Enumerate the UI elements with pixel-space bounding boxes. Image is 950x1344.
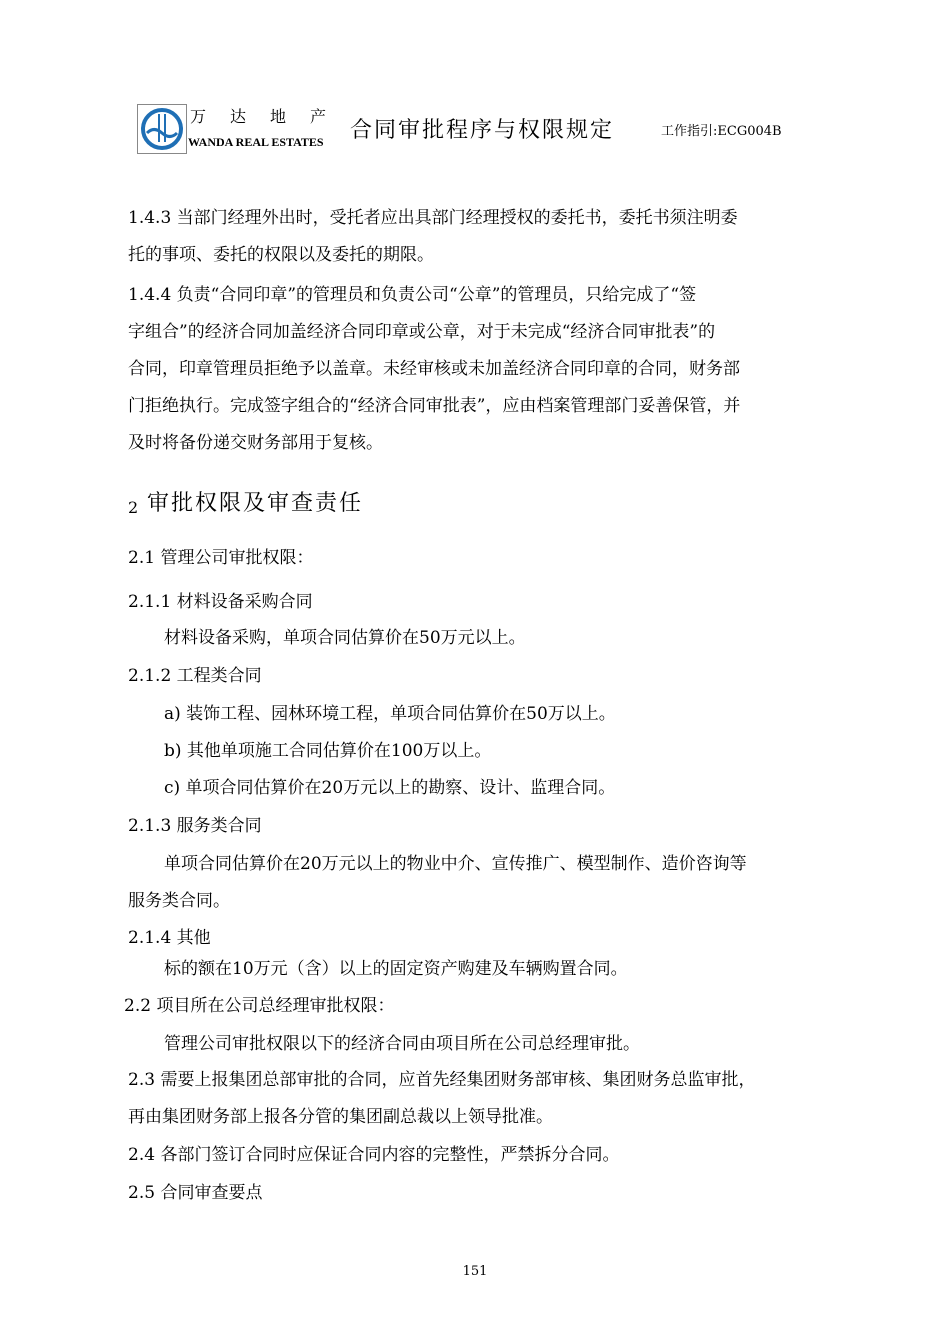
paragraph-line: 1.4.4 负责“合同印章”的管理员和负责公司“公章”的管理员，只给完成了“签 <box>128 285 697 305</box>
paragraph-line: 及时将备份递交财务部用于复核。 <box>128 433 383 453</box>
paragraph-line: 标的额在10万元（含）以上的固定资产购建及车辆购置合同。 <box>164 959 628 979</box>
subsection-heading: 2.2 项目所在公司总经理审批权限： <box>124 996 395 1016</box>
list-item: c) 单项合同估算价在20万元以上的勘察、设计、监理合同。 <box>164 778 616 798</box>
subsection-heading: 2.1.2 工程类合同 <box>128 666 262 686</box>
paragraph-line: 1.4.3 当部门经理外出时，受托者应出具部门经理授权的委托书，委托书须注明委 <box>128 208 738 228</box>
list-item: b) 其他单项施工合同估算价在100万以上。 <box>164 741 492 761</box>
brand-name-en: WANDA REAL ESTATES <box>188 135 324 149</box>
paragraph-line: 合同，印章管理员拒绝予以盖章。未经审核或未加盖经济合同印章的合同，财务部 <box>128 359 740 379</box>
paragraph-line: 材料设备采购，单项合同估算价在50万元以上。 <box>164 628 526 648</box>
subsection-heading: 2.1.1 材料设备采购合同 <box>128 592 313 612</box>
subsection-heading: 2.1.4 其他 <box>128 928 211 948</box>
page-number: 151 <box>462 1264 488 1279</box>
paragraph-line: 字组合”的经济合同加盖经济合同印章或公章，对于未完成“经济合同审批表”的 <box>128 322 716 342</box>
paragraph-line: 2.4 各部门签订合同时应保证合同内容的完整性，严禁拆分合同。 <box>128 1145 620 1165</box>
paragraph-line: 单项合同估算价在20万元以上的物业中介、宣传推广、模型制作、造价咨询等 <box>164 854 747 874</box>
header-divider <box>132 156 822 157</box>
document-code: 工作指引:ECG004B <box>661 124 782 139</box>
subsection-heading: 2.1.3 服务类合同 <box>128 816 262 836</box>
brand-name-cn: 万达地产 <box>190 107 351 126</box>
wanda-logo-icon <box>137 104 187 154</box>
paragraph-line: 服务类合同。 <box>128 891 230 911</box>
subsection-heading: 2.5 合同审查要点 <box>128 1183 263 1203</box>
paragraph-line: 再由集团财务部上报各分管的集团副总裁以上领导批准。 <box>128 1107 553 1127</box>
paragraph-line: 托的事项、委托的权限以及委托的期限。 <box>128 245 434 265</box>
paragraph-line: 2.3 需要上报集团总部审批的合同，应首先经集团财务部审核、集团财务总监审批， <box>128 1070 756 1090</box>
list-item: a) 装饰工程、园林环境工程，单项合同估算价在50万以上。 <box>164 704 616 724</box>
document-title: 合同审批程序与权限规定 <box>350 118 615 143</box>
section-number: 2 <box>128 498 139 517</box>
paragraph-line: 管理公司审批权限以下的经济合同由项目所在公司总经理审批。 <box>164 1034 640 1054</box>
subsection-heading: 2.1 管理公司审批权限： <box>128 548 314 568</box>
section-heading: 审批权限及审查责任 <box>147 491 364 516</box>
paragraph-line: 门拒绝执行。完成签字组合的“经济合同审批表”，应由档案管理部门妥善保管，并 <box>128 396 741 416</box>
